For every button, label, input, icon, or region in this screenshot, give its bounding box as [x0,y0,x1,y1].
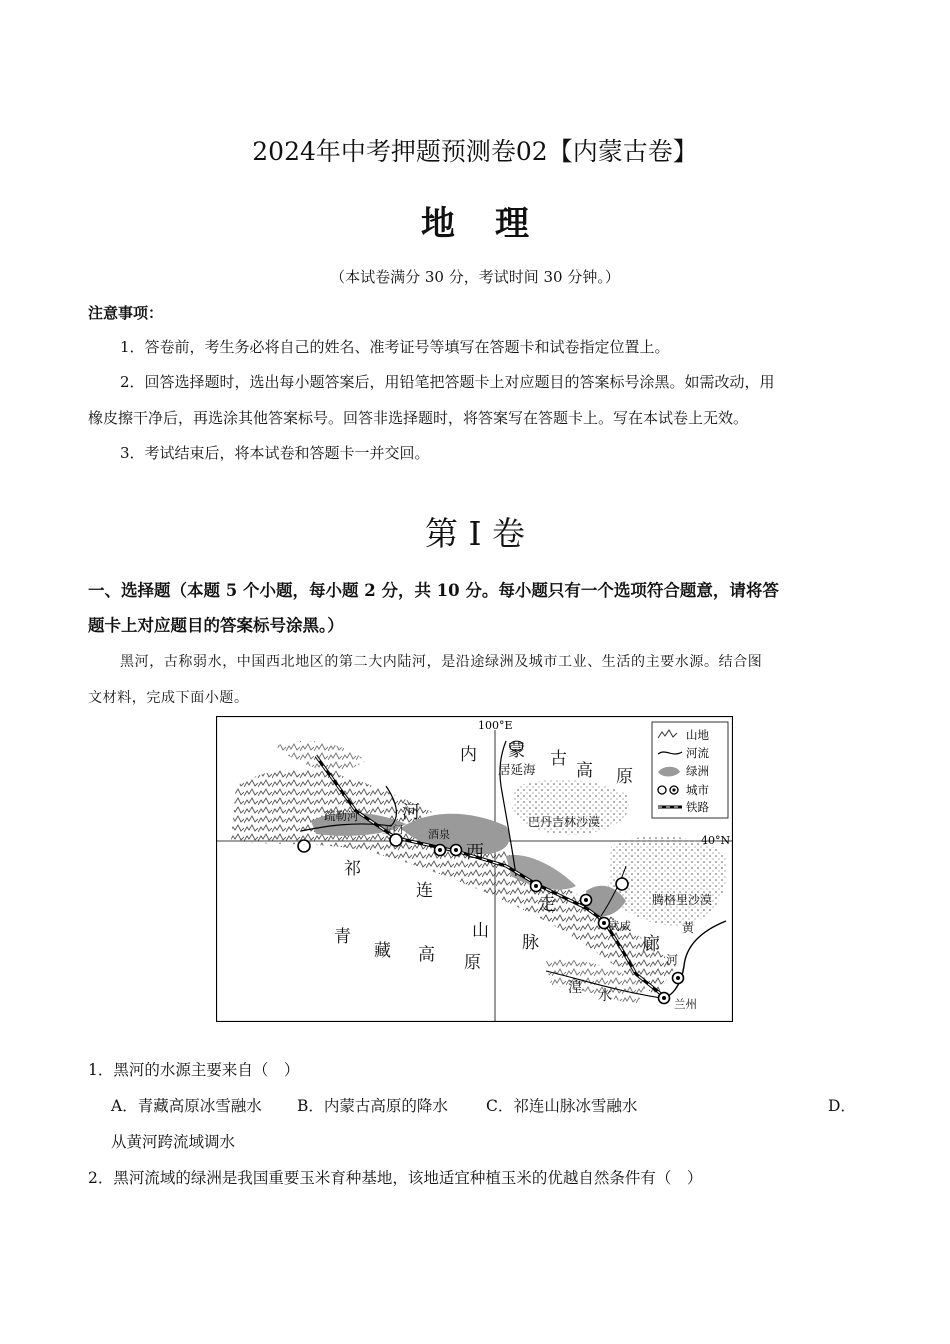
label-shule: 疏勒河 [324,809,359,823]
label-nm4: 高 [576,761,593,781]
label-he: 河 [666,953,679,967]
question-1-option-b[interactable]: B．内蒙古高原的降水 [297,1097,448,1115]
label-qz1: 青 [334,927,351,947]
label-nm2: 蒙 [508,741,525,761]
question-1-option-a[interactable]: A．青藏高原冰雪融水 [111,1097,262,1115]
legend-oasis: 绿洲 [686,764,709,778]
label-hexi3: 走 [538,894,556,915]
label-nm3: 古 [550,749,567,769]
notice-heading: 注意事项： [88,304,164,322]
legend-city: 城市 [686,783,709,797]
label-ql3: 山 [472,921,489,941]
legend-river: 河流 [686,746,709,760]
label-ql2: 连 [416,881,433,901]
notice-item-3: 3．考试结束后，将本试卷和答题卡一并交回。 [120,444,430,462]
city-far-west [298,840,310,852]
label-wuwei: 武威 [608,919,631,933]
question-1-option-d-text[interactable]: 从黄河跨流域调水 [111,1133,236,1151]
label-huangshui2: 水 [598,988,612,1004]
legend-mountain: 山地 [686,728,709,742]
part-title: 第 I 卷 [424,514,525,553]
notice-item-1: 1．答卷前，考生务必将自己的姓名、准考证号等填写在答题卡和试卷指定位置上。 [120,338,670,356]
heihe-map [216,716,733,1022]
label-tengger: 腾格里沙漠 [652,893,713,907]
map-legend [652,722,728,818]
city-minqin [616,878,628,890]
label-qz4: 原 [464,953,481,973]
notice-item-2-cont: 橡皮擦干净后，再选涂其他答案标号。回答非选择题时，将答案写在答题卡上。写在本试卷上无效。 [88,409,749,427]
section-heading-line2: 题卡上对应题目的答案标号涂黑。） [88,616,344,635]
label-jiuquan: 酒泉 [428,828,450,841]
label-huangshui1: 湟 [568,980,582,996]
label-lanzhou: 兰州 [674,997,697,1011]
label-huang: 黄 [682,921,695,935]
label-nm1: 内 [460,745,477,765]
label-hexi1: 河 [402,802,420,823]
legend-railway: 铁路 [686,800,709,814]
label-yumen: 玉门 [382,824,403,836]
label-hexi2: 西 [466,842,484,863]
subject-title: 地理 [421,204,569,244]
label-hexi4: 廊 [642,934,660,955]
exam-title: 2024年中考押题预测卷02【内蒙古卷】 [252,137,698,166]
label-ql4: 脉 [522,933,539,953]
score-line: （本试卷满分 30 分，考试时间 30 分钟。） [330,268,620,286]
passage-line2: 文材料，完成下面小题。 [88,690,249,706]
notice-item-2: 2．回答选择题时，选出每小题答案后，用铅笔把答题卡上对应题目的答案标号涂黑。如需改动，用 [120,373,775,391]
label-qz3: 高 [418,945,435,965]
passage-line1: 黑河，古称弱水，中国西北地区的第二大内陆河，是沿途绿洲及城市工业、生活的主要水源。结合图 [120,654,763,670]
label-nm5: 原 [616,767,633,787]
question-2-stem: 2．黑河流域的绿洲是我国重要玉米育种基地，该地适宜种植玉米的优越自然条件有（ ） [88,1169,703,1187]
question-1-option-d-label[interactable]: D． [828,1097,856,1115]
question-1-option-c[interactable]: C．祁连山脉冰雪融水 [486,1097,638,1115]
label-100e: 100°E [478,719,513,732]
label-badan: 巴丹吉林沙漠 [528,815,601,829]
label-juyan: 居延海 [498,762,536,777]
label-qz2: 藏 [374,941,391,961]
section-heading-line1: 一、选择题（本题 5 个小题，每小题 2 分，共 10 分。每小题只有一个选项符合题意，请将答 [88,581,779,600]
label-40n: 40°N [701,834,731,847]
label-ql1: 祁 [344,859,361,879]
question-1-stem: 1．黑河的水源主要来自（ ） [88,1061,300,1079]
